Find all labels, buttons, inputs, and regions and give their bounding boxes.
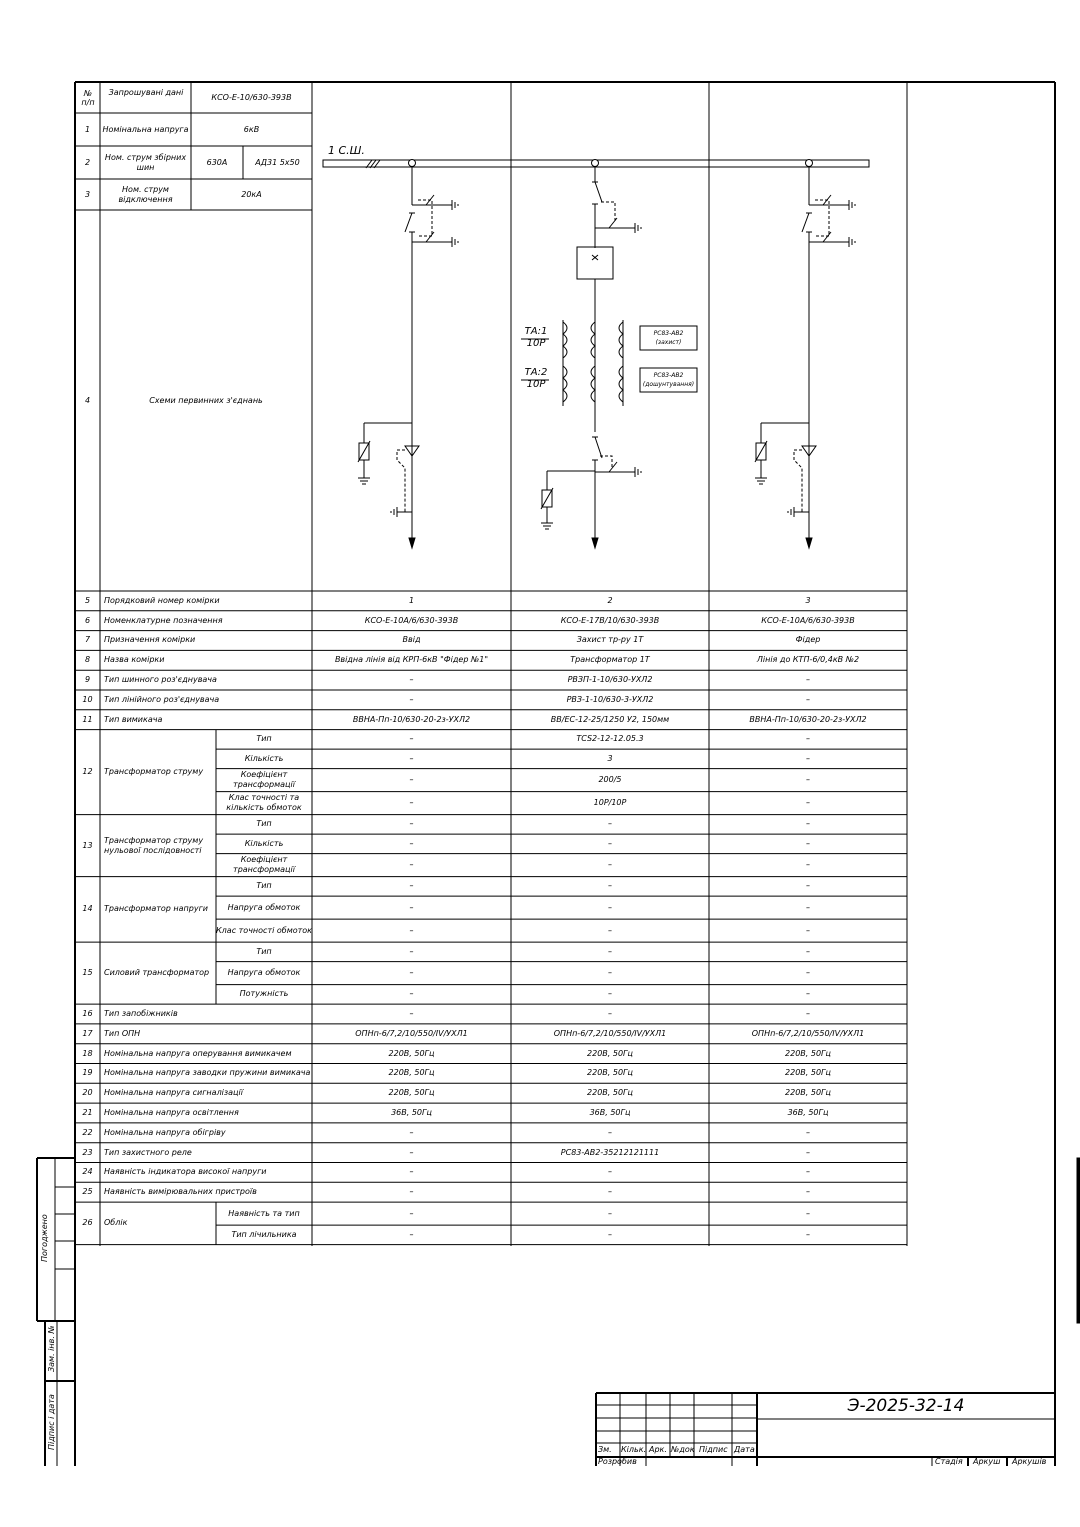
cell-col-2: 2 bbox=[607, 595, 613, 605]
sub-name: Тип bbox=[256, 734, 272, 744]
cell-col-1: – bbox=[409, 925, 414, 935]
cell-col-2: 10Р/10Р bbox=[593, 798, 627, 808]
row-number: 15 bbox=[82, 968, 93, 978]
stamp-arkushiv bbox=[1012, 1457, 1046, 1466]
cell-col-2: – bbox=[608, 1167, 612, 1177]
side-sign-date bbox=[47, 1394, 56, 1450]
stamp-kilk bbox=[621, 1445, 646, 1454]
row-number: 16 bbox=[82, 1008, 93, 1018]
row-name: Номінальна напруга bbox=[102, 124, 189, 134]
row-number: 22 bbox=[82, 1127, 93, 1137]
row-name: Тип шинного роз'єднувача bbox=[104, 675, 217, 685]
row-value: 630А bbox=[206, 157, 228, 167]
cell-col-3: – bbox=[806, 989, 810, 999]
cell-col-3: ОПНп-6/7,2/10/550/IV/УХЛ1 bbox=[751, 1028, 865, 1038]
cell-col-1: 220В, 50Гц bbox=[388, 1068, 435, 1078]
side-inventory bbox=[47, 1325, 56, 1372]
row-name: Номенклатурне позначення bbox=[104, 615, 223, 625]
row-number: 14 bbox=[82, 904, 93, 914]
cell-col-3: 36В, 50Гц bbox=[787, 1107, 829, 1117]
ta2-label bbox=[523, 367, 549, 391]
cell-col-3: КСО-Е-10А/6/630-393В bbox=[761, 615, 855, 625]
cell-col-2: 220В, 50Гц bbox=[587, 1068, 633, 1078]
row-number: 20 bbox=[82, 1088, 93, 1098]
cell-col-3: Фідер bbox=[795, 635, 821, 645]
stamp-rozrobyv bbox=[598, 1457, 637, 1466]
row-number: 8 bbox=[84, 655, 91, 665]
cell-col-3: – bbox=[806, 819, 810, 829]
cell-col-2: КСО-Е-17В/10/630-393В bbox=[560, 615, 660, 625]
cell-col-1: – bbox=[409, 1187, 414, 1197]
cell-col-2: – bbox=[608, 946, 612, 956]
row-name: Наявність вимірювальних пристроїв bbox=[104, 1187, 257, 1197]
row-number: 18 bbox=[82, 1048, 93, 1058]
doc-code-text: Э-2025-32-14 bbox=[847, 1396, 965, 1416]
stamp-ark-text: Арк. bbox=[649, 1445, 667, 1454]
cell-col-1: – bbox=[409, 753, 414, 763]
cell-col-3: – bbox=[806, 860, 810, 870]
cell-col-1: КСО-Е-10А/6/630-393В bbox=[364, 615, 459, 625]
stamp-zm bbox=[598, 1445, 612, 1454]
row-number: 5 bbox=[84, 595, 91, 605]
group-name: Облік bbox=[104, 1218, 128, 1228]
sub-name: Наявність та тип bbox=[228, 1208, 300, 1218]
cell-col-3: – bbox=[806, 1147, 810, 1157]
row-number: 24 bbox=[82, 1167, 93, 1177]
side-sign-date-text: Підпис і дата bbox=[47, 1394, 56, 1450]
stamp-data-text: Дата bbox=[734, 1445, 755, 1454]
sub-name: Тип лічильника bbox=[231, 1229, 297, 1239]
row-number: 13 bbox=[82, 840, 93, 850]
row-name: Тип ОПН bbox=[104, 1028, 141, 1038]
cell-col-2: 36В, 50Гц bbox=[589, 1107, 631, 1117]
cell-col-1: – bbox=[409, 1167, 414, 1177]
group-name: Трансформатор напруги bbox=[104, 904, 208, 914]
row-name: Схеми первинних з'єднань bbox=[149, 395, 263, 405]
sub-name: Кількість bbox=[244, 838, 284, 848]
cell-col-1: – bbox=[409, 694, 414, 704]
relay-shunt-box bbox=[640, 371, 697, 389]
sub-name: Тип bbox=[256, 946, 272, 956]
stamp-stadia bbox=[935, 1457, 963, 1466]
cell-col-1: – bbox=[409, 775, 414, 785]
cell-col-1: – bbox=[409, 989, 414, 999]
row-name: Ном. струм збірних шин bbox=[104, 152, 187, 172]
cell-col-2: – bbox=[608, 925, 612, 935]
side-agreed bbox=[40, 1214, 49, 1262]
cell-col-3: – bbox=[806, 902, 810, 912]
stamp-arkush bbox=[973, 1457, 1000, 1466]
group-name: Трансформатор струму нульової послідовності bbox=[104, 835, 204, 855]
row-value-2: АД31 5х50 bbox=[255, 157, 300, 167]
cell-col-1: – bbox=[409, 798, 414, 808]
cell-col-3: 3 bbox=[805, 595, 811, 605]
cell-col-2: Захист тр-ру 1Т bbox=[576, 635, 644, 645]
ta1-text: ТА:1 bbox=[524, 326, 548, 337]
row-name: Номінальна напруга сигналізації bbox=[104, 1088, 243, 1098]
cell-col-2: – bbox=[608, 1229, 612, 1239]
row-name: Номінальна напруга освітлення bbox=[104, 1107, 239, 1117]
row-value: 6кВ bbox=[243, 124, 260, 134]
row-number: 23 bbox=[82, 1147, 93, 1157]
cell-col-2: – bbox=[608, 1208, 612, 1218]
row-name: Ном. струм відключення bbox=[118, 184, 173, 204]
cell-col-2: РВЗ-1-10/630-3-УХЛ2 bbox=[566, 694, 654, 704]
ta2-class-text: 10Р bbox=[526, 379, 546, 390]
cell-col-3: – bbox=[806, 968, 810, 978]
cell-col-1: – bbox=[409, 1229, 414, 1239]
row-number: 7 bbox=[84, 635, 91, 645]
row-name: Тип лінійного роз'єднувача bbox=[104, 694, 220, 704]
cell-col-1: – bbox=[409, 819, 414, 829]
cell-col-1: – bbox=[409, 902, 414, 912]
cell-col-1: 36В, 50Гц bbox=[391, 1107, 432, 1117]
cell-col-3: – bbox=[806, 734, 810, 744]
sub-name: Клас точності та кількість обмоток bbox=[226, 793, 302, 813]
stamp-ark bbox=[649, 1445, 667, 1454]
cell-col-2: – bbox=[608, 1008, 612, 1018]
sub-name: Коефіцієнт трансформації bbox=[233, 770, 295, 790]
header-requested bbox=[101, 88, 191, 98]
cell-col-3: – bbox=[806, 925, 810, 935]
cell-col-2: – bbox=[608, 881, 612, 891]
stamp-stadia-text: Стадія bbox=[935, 1457, 963, 1466]
cell-col-1: – bbox=[409, 1127, 414, 1137]
cell-col-2: 3 bbox=[607, 753, 613, 763]
cell-col-3: – bbox=[806, 838, 810, 848]
cell-col-1: ВВНА-Пп-10/630-20-2з-УХЛ2 bbox=[352, 714, 471, 724]
row-number: 4 bbox=[84, 395, 91, 405]
header-type bbox=[191, 93, 312, 103]
row-name: Номінальна напруга оперування вимикачем bbox=[104, 1048, 292, 1058]
sub-name: Коефіцієнт трансформації bbox=[233, 855, 295, 875]
sub-name: Тип bbox=[256, 881, 272, 891]
row-number: 6 bbox=[84, 615, 91, 625]
cell-col-2: Трансформатор 1Т bbox=[570, 655, 650, 665]
row-number: 10 bbox=[82, 694, 93, 704]
row-number: 19 bbox=[82, 1068, 93, 1078]
cell-col-1: 220В, 50Гц bbox=[388, 1048, 435, 1058]
cell-col-2: ВВ/ЕС-12-25/1250 У2, 150мм bbox=[550, 714, 670, 724]
cell-col-2: – bbox=[608, 860, 612, 870]
header-requested-text: Запрошувані дані bbox=[108, 88, 184, 97]
sub-name: Клас точності обмоток bbox=[216, 925, 313, 935]
row-name: Тип запобіжників bbox=[104, 1008, 178, 1018]
row-number: 9 bbox=[84, 675, 91, 685]
stamp-rozrobyv-text: Розробив bbox=[598, 1457, 637, 1466]
cell-col-1: 220В, 50Гц bbox=[388, 1088, 435, 1098]
stamp-ndok-text: №док bbox=[671, 1445, 695, 1454]
row-name: Тип вимикача bbox=[104, 714, 163, 724]
row-number: 1 bbox=[84, 124, 91, 134]
cell-col-3: – bbox=[806, 694, 810, 704]
cell-col-1: ОПНп-6/7,2/10/550/IV/УХЛ1 bbox=[355, 1028, 468, 1038]
cell-col-1: Ввідна лінія від КРП-6кВ "Фідер №1" bbox=[334, 655, 489, 665]
cell-col-2: РС83-АВ2-35212121111 bbox=[560, 1147, 660, 1157]
cell-col-1: – bbox=[409, 881, 414, 891]
cell-col-3: – bbox=[806, 1127, 810, 1137]
row-number: 21 bbox=[82, 1107, 93, 1117]
stamp-ndok bbox=[671, 1445, 695, 1454]
group-name: Трансформатор струму bbox=[104, 767, 204, 777]
cell-col-1: 1 bbox=[408, 595, 415, 605]
header-num bbox=[76, 89, 100, 107]
ta2-text: ТА:2 bbox=[524, 367, 548, 378]
row-name: Призначення комірки bbox=[104, 635, 196, 645]
cell-col-1: – bbox=[409, 946, 414, 956]
cell-col-1: – bbox=[409, 1208, 414, 1218]
row-name: Назва комірки bbox=[104, 655, 165, 665]
relay-protection-box bbox=[640, 329, 697, 347]
cell-col-1: Ввід bbox=[402, 635, 421, 645]
doc-code bbox=[757, 1396, 1055, 1416]
ta1-label bbox=[523, 326, 549, 350]
cell-col-1: – bbox=[409, 968, 414, 978]
cell-col-2: – bbox=[608, 989, 612, 999]
sub-name: Тип bbox=[256, 819, 272, 829]
row-name: Наявність індикатора високої напруги bbox=[104, 1167, 267, 1177]
cell-col-2: 220В, 50Гц bbox=[587, 1048, 633, 1058]
row-number: 12 bbox=[82, 767, 93, 777]
row-number: 17 bbox=[82, 1028, 93, 1038]
sub-name: Напруга обмоток bbox=[227, 902, 301, 912]
cell-col-3: 220В, 50Гц bbox=[785, 1088, 831, 1098]
stamp-arkush-text: Аркуш bbox=[973, 1457, 1001, 1466]
cell-col-3: – bbox=[806, 1229, 810, 1239]
cell-col-1: – bbox=[409, 675, 414, 685]
cell-col-2: TCS2-12-12.05.3 bbox=[576, 734, 644, 744]
header-type-text: КСО-Е-10/630-393В bbox=[211, 93, 292, 102]
cell-col-3: 220В, 50Гц bbox=[785, 1048, 831, 1058]
row-number: 3 bbox=[84, 189, 91, 199]
stamp-data bbox=[734, 1445, 755, 1454]
cell-col-3: – bbox=[806, 753, 810, 763]
row-number: 2 bbox=[84, 157, 91, 167]
stamp-pidpys bbox=[699, 1445, 728, 1454]
cell-col-1: – bbox=[409, 1008, 414, 1018]
header-num-text: № п/п bbox=[81, 89, 95, 107]
bus-label bbox=[328, 146, 365, 156]
row-number: 26 bbox=[82, 1218, 93, 1228]
cell-col-2: – bbox=[608, 838, 612, 848]
stamp-pidpys-text: Підпис bbox=[699, 1445, 728, 1454]
row-name: Тип захистного реле bbox=[104, 1147, 192, 1157]
cell-col-3: – bbox=[806, 1208, 810, 1218]
bus-label-text: 1 С.Ш. bbox=[328, 144, 365, 157]
row-number: 11 bbox=[82, 714, 93, 724]
row-name: Номінальна напруга обігріву bbox=[104, 1127, 226, 1137]
cell-col-3: ВВНА-Пп-10/630-20-2з-УХЛ2 bbox=[749, 714, 867, 724]
cell-col-2: – bbox=[608, 968, 612, 978]
cell-col-2: 200/5 bbox=[598, 775, 622, 785]
relay1-line1: РС83-АВ2 bbox=[653, 330, 684, 337]
cell-col-3: – bbox=[806, 675, 810, 685]
cell-col-3: – bbox=[806, 1187, 810, 1197]
cell-col-3: – bbox=[806, 1008, 810, 1018]
cell-col-2: РВЗП-1-10/630-УХЛ2 bbox=[567, 675, 653, 685]
cell-col-2: – bbox=[608, 1127, 612, 1137]
group-name: Силовий трансформатор bbox=[104, 968, 210, 978]
cell-col-1: – bbox=[409, 1147, 414, 1157]
cell-col-1: – bbox=[409, 838, 414, 848]
cell-col-3: – bbox=[806, 798, 810, 808]
cell-col-3: – bbox=[806, 775, 810, 785]
cell-col-1: – bbox=[409, 860, 414, 870]
cell-col-3: – bbox=[806, 881, 810, 891]
relay2-line2: (дошунтування) bbox=[642, 381, 695, 388]
cell-col-3: Лінія до КТП-6/0,4кВ №2 bbox=[756, 655, 860, 665]
ta1-class-text: 10Р bbox=[526, 338, 546, 349]
sub-name: Потужність bbox=[239, 989, 289, 999]
cell-col-3: – bbox=[806, 946, 810, 956]
cell-col-3: – bbox=[806, 1167, 810, 1177]
sub-name: Напруга обмоток bbox=[227, 968, 301, 978]
cell-col-2: – bbox=[608, 902, 612, 912]
side-agreed-text: Погоджено bbox=[40, 1214, 49, 1262]
cell-col-2: – bbox=[608, 819, 612, 829]
row-value: 20кА bbox=[241, 189, 262, 199]
row-name: Порядковий номер комірки bbox=[104, 595, 220, 605]
cell-col-3: 220В, 50Гц bbox=[785, 1068, 831, 1078]
row-name: Номінальна напруга заводки пружини вимикача bbox=[104, 1068, 311, 1078]
stamp-zm-text: Зм. bbox=[598, 1445, 612, 1454]
side-inventory-text: Зам. інв. № bbox=[47, 1325, 56, 1372]
cell-col-2: – bbox=[608, 1187, 612, 1197]
row-number: 25 bbox=[82, 1187, 93, 1197]
cell-col-1: – bbox=[409, 734, 414, 744]
cell-col-2: ОПНп-6/7,2/10/550/IV/УХЛ1 bbox=[553, 1028, 667, 1038]
relay1-line2: (захист) bbox=[655, 339, 682, 346]
relay2-line1: РС83-АВ2 bbox=[653, 372, 684, 379]
sub-name: Кількість bbox=[244, 753, 284, 763]
cell-col-2: 220В, 50Гц bbox=[587, 1088, 633, 1098]
stamp-kilk-text: Кільк. bbox=[621, 1445, 647, 1454]
stamp-arkushiv-text: Аркушів bbox=[1012, 1457, 1047, 1466]
